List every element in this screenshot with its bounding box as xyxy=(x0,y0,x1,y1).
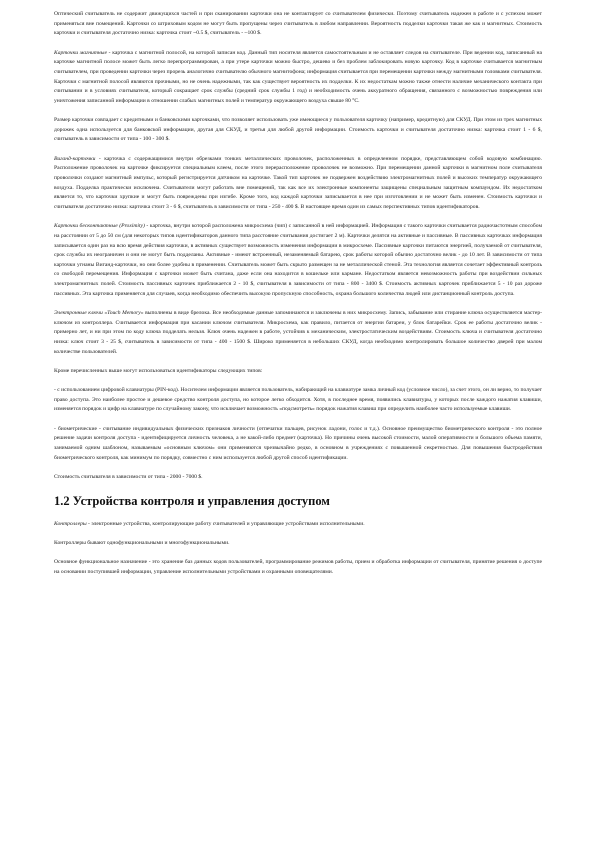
paragraph-proximity-cards: Карточки бесконтактные (Proximity) - карточка, внутри которой расположена микросхема (чип) с записанной в ней информацией. Информация с такого карточки считывается радиочастотным способом на расстоянии от 5 до 50 см (для некоторых типов идентификаторов данного типа расстояние считывания достигает 2 м). Карточки делятся на активные и пассивные. В пассивных карточках информация записывается один раз на всю время действия карточки, в активных существует возможность изменения информации в микросхеме. Пассивные карточки питаются энергией, получаемой от считывателя, срок службы их неограничен и они не могут быть подделаны. Активные - имеют встроенный, незаменяемый батарею, срок работы которой обычно достаточно велик - до 10 лет. В зависимости от типа карточки угнаны Виганд-карточки, но они более удобны в применении. Считыватель может быть скрыто размещен за не металлической стеной. Эта технология является сочетает эффективный контроль со свободой перемещения. Информация с карточки может быть считана, даже если она находится в кошельке или кармане. Недостатком является невозможность работы при воздействии сильных электромагнитных полей. Стоимость пассивных карточек приближается 2 - 10 $, считывателя в зависимости от типа - 800 - 3400 $. Стоимость активных карточек приближается 5 - 10 раз дороже пассивных. Эта карточка применяется для случаев, когда необходимо обеспечить высокую пропускную способность, охрана большого количества людей или дистанционный контроль доступа. xyxy=(54,223,542,297)
document-page xyxy=(54,10,542,577)
paragraph-controller-types: Контроллеры бывают однофункциональными и многофункциональными. xyxy=(54,539,230,546)
paragraph-pin-code: - с использованием цифровой клавиатуры (PIN-код). Носителем информации является пользователь, набирающий на клавиатуре замка личный код (условное число), за счет этого, он ли верно, то получает право доступа. Это наиболее простое и дешевое средство контроля доступа, но которое легко обходится. Хотя, в последнее время, появились клавиатуры, у которых после каждого нажатия клавиши, изменяется порядок и цифр на клавиатуре по случайному закону, что исключает возможность «подсмотреть» порядок нажатия клавиш при определить наиболее часто используемые клавиши. xyxy=(54,387,543,413)
paragraph-reader-cost: Стоимость считывателя в зависимости от типа - 2000 - 7000 $. xyxy=(54,473,203,480)
term-magnetic-cards: Карточки магнитные xyxy=(54,49,107,56)
paragraph-card-size: Размер карточки совпадает с кредитными и банковскими карточками, что позволяет использовать уже имеющиеся у пользователя карточку (например, кредитную) для СКУД. При этом из трех магнитных дорожек одна используется для банковской информации, другая для СКУД, и третья для любой другой информации. Стоимость карточки и считывателя достаточно низка: карточка стоит 1 - 6 $, считыватель в зависимости от типа - 100 - 300 $. xyxy=(54,117,542,143)
paragraph-controllers: Контроллеры - электронные устройства, контролирующие работу считывателей и управляющие устройствами исполнительными. xyxy=(54,520,365,527)
paragraph-optical-reader: Оптический считыватель не содержит движущихся частей и при сканировании карточки она не контактирует со считывателем физически. Поэтому считыватель надежен в работе и с успехом может применяться вне помещений. Карточки со штриховым кодом не могут быть пропущены через считыватель в любом направлении. Вероятность подделки карточки такая же как и магнитных. Стоимость карточки и считывателя достаточно низка: карточка стоит ~0.5 $, считыватель - ~100 $. xyxy=(54,11,542,37)
term-wiegand-cards: Виганд-карточки xyxy=(54,155,96,162)
paragraph-touch-memory: Электронные ключи «Touch Memory» выполнены в виде брелока. Все необходимые данные запоминаются и заключены в них микросхему. Запись, забывание или стирание ключа осуществляется мастер-ключом из контроллера. Считывается информация при касании ключом считывателя. Микросхема, как правило, питается от энергии батареи, у блок батарейки. Срок ее работы достаточно велик - примерно лет, и ни при этом по коду ключа подделать нельзя. Ключ очень надежен в работе, устойчив к механическим, электростатическим воздействиям. Стоимость ключа и считывателя достаточно низка: ключ стоит 3 - 25 $, считыватель в зависимости от типа - 400 - 1500 $. Широко применяется в небольших СКУД, когда необходимо контролировать большое количество дверей при малом количестве пользователей. xyxy=(54,310,542,355)
paragraph-wiegand-cards: Виганд-карточки - карточка с содержащимися внутри обрезками тонких металлических проволочек, расположенных в определенном порядке, представляющем собой кодовую комбинацию. Расположение проволочек на карточке фиксируется специальным клеем, после этого перерасположение проволочек не возможно. При перемещении данной карточки в магнитном поле считывателя проволочки создают магнитный импульс, который регистрируется датчиком на карточке. Такой тип карточек не подвержен воздействию электромагнитных полей и высоких температур окружающего воздуха. Подделка практически исключена. Считыватели могут работать вне помещений, так как все их электронные компоненты защищены специальным защитным компаундом. Их недостатком является то, что карточки хрупкие и могут быть повреждены при изгибе. Кроме того, код каждой карточки записывается в нее при изготовлении и не может быть изменен. Стоимость карточки и считывателя достаточно низка: карточка стоит 3 - 6 $, считыватель в зависимости от типа - 250 - 400 $. В настоящее время один из самых перспективных типов идентификаторов. xyxy=(54,155,542,210)
paragraph-controller-function: Основное функциональное назначение - это хранение баз данных кодов пользователей, программирование режимов работы, прием и обработка информации от считывателя, принятие решения о доступе на основании поступившей информации, управление исполнительными устройствами и охранными оповещателями. xyxy=(54,559,542,575)
paragraph-magnetic-cards: Карточки магнитные - карточка с магнитной полосой, на которой записан код. Данный тип носителя является самостоятельным и не оставляет следов на считывателе. При ведении код, записанный на карточке магнитной полосе может быть легко перепрограммирован, а при утере карточки можно быстро, дешево и без проблем заблокировать новую карточку. Код в карточке считывается магнитным считывателем, при проведении карточки через прорезь аналогично считывателю обычного магнитофона; информация считывается при перемещении карточки между магнитными головками считывателя. Карточки с магнитной полосой являются прочными, но не очень надежными, так как существует вероятность их подделки. К их недостаткам можно также отнести наличие механического контакта при считывании и в условиях считывателя, который сокращает срок службы (средний срок службы 1 год) и необходимость очень аккуратного обращения, связанного с возможностью повреждения или уничтожения записанной информации в отношении слабых магнитных полей и температур окружающего воздуха свыше 80 °С. xyxy=(54,49,542,104)
section-heading: 1.2 Устройства контроля и управления доступом xyxy=(54,493,330,508)
term-controllers: Контроллеры xyxy=(54,520,87,527)
term-touch-memory: Электронные ключи «Touch Memory» xyxy=(54,310,144,317)
paragraph-biometric: - биометрические - считывание индивидуальных физических признаков личности (отпечатки пальцев, рисунок ладони, голос и т.д.). Основное преимущество биометрического контроля - это полное решение задачи контроля доступа - идентифицируется личность человека, а не какой-либо предмет (карточка). Но причины очень высокой стоимости, малой оперативности и большого объема памяти, занимаемой одним шаблоном, называемым «основным ключом» они применяются чрезвычайно редко, в основном в учреждениях с повышенной секретностью. Для повышения быстродействия биометрического контроля, как минимум по порядку, совместно с ним используется любой другой способ идентификации. xyxy=(54,425,542,461)
paragraph-other-identifiers: Кроме перечисленных выше могут использоваться идентификаторы следующих типов: xyxy=(54,367,263,374)
term-proximity-cards: Карточки бесконтактные (Proximity) xyxy=(54,223,145,230)
